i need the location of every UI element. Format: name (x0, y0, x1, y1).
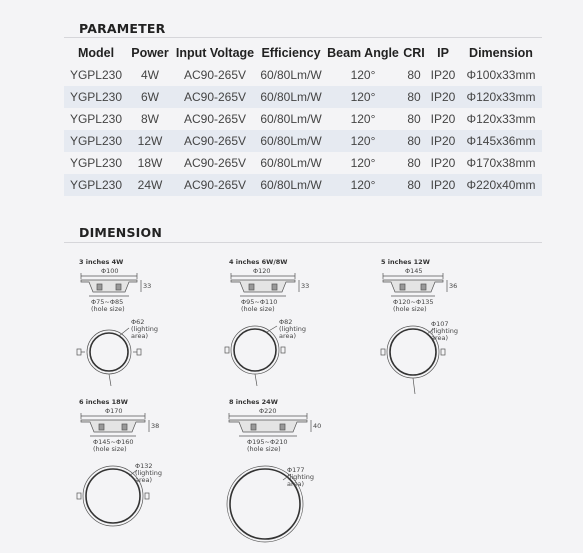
lighting-label-1: (lighting (279, 325, 306, 333)
lamp-drawing (79, 268, 189, 388)
cell-beam-angle: 120° (324, 174, 402, 196)
cell-voltage: AC90-265V (183, 112, 247, 126)
cell-power: 4W (141, 68, 159, 82)
top-diameter-label: Φ100 (101, 267, 119, 275)
cell-cri: 80 (407, 68, 421, 82)
height-label: 36 (449, 282, 458, 290)
cell-ip: IP20 (426, 86, 460, 108)
cell-cri: 80 (402, 86, 426, 108)
cell-power: 24W (128, 174, 172, 196)
cell-beam-angle: 120° (324, 86, 402, 108)
cell-dimension: Φ120x33mm (460, 86, 542, 108)
cell-model: YGPL230 (64, 130, 128, 152)
diagram-caption: 8 inches 24W (229, 398, 278, 406)
cell-cri: 80 (402, 130, 426, 152)
lighting-label-2: area) (279, 332, 297, 340)
cell-cri: 80 (402, 174, 426, 196)
cell-power: 8W (141, 112, 159, 126)
table-row (64, 86, 542, 108)
cell-dimension: Φ120x33mm (466, 112, 536, 126)
cell-ip: IP20 (426, 174, 460, 196)
parameter-table (64, 42, 542, 196)
cell-power: 12W (128, 130, 172, 152)
lighting-label-1: (lighting (131, 325, 158, 333)
cell-power: 18W (137, 156, 163, 170)
hole-size-label: (hole size) (247, 445, 281, 453)
top-diameter-label: Φ170 (105, 407, 123, 415)
hole-size-label: (hole size) (393, 305, 427, 313)
cell-efficiency: 60/80Lm/W (260, 68, 322, 82)
cell-ip: IP20 (430, 68, 456, 82)
cell-voltage: AC90-265V (183, 68, 247, 82)
parameter-divider (64, 37, 542, 38)
cell-beam-angle: 120° (350, 156, 376, 170)
cell-beam-angle: 120° (324, 130, 402, 152)
table-row (64, 108, 542, 130)
parameter-title: PARAMETER (79, 21, 166, 36)
cell-model: YGPL230 (64, 86, 128, 108)
hole-size-label: (hole size) (241, 305, 275, 313)
header-model: Model (77, 46, 115, 60)
height-label: 38 (151, 422, 160, 430)
dimension-title: DIMENSION (79, 225, 163, 240)
top-diameter-label: Φ120 (253, 267, 271, 275)
cell-dimension: Φ100x33mm (466, 68, 536, 82)
hole-size-label: (hole size) (91, 305, 125, 313)
hole-size-value: Φ195~Φ210 (247, 438, 288, 446)
table-row (64, 64, 542, 86)
lighting-label-2: area) (287, 480, 305, 488)
cell-voltage: AC90-265V (172, 130, 258, 152)
hole-size-label: (hole size) (93, 445, 127, 453)
cell-dimension: Φ170x38mm (466, 156, 536, 170)
lighting-diameter: Φ107 (431, 320, 449, 328)
lighting-label-2: area) (131, 332, 149, 340)
diagram-caption: 3 inches 4W (79, 258, 124, 266)
cell-ip: IP20 (430, 156, 456, 170)
hole-size-value: Φ120~Φ135 (393, 298, 434, 306)
cell-voltage: AC90-265V (183, 156, 247, 170)
cell-efficiency: 60/80Lm/W (258, 130, 324, 152)
header-power: Power (131, 46, 169, 60)
height-label: 33 (301, 282, 310, 290)
cell-beam-angle: 120° (350, 112, 376, 126)
cell-efficiency: 60/80Lm/W (258, 86, 324, 108)
diagram-caption: 4 inches 6W/8W (229, 258, 288, 266)
header-cri: CRI (403, 46, 425, 60)
cell-power: 6W (128, 86, 172, 108)
table-row (64, 174, 542, 196)
table-row (64, 130, 542, 152)
cell-model: YGPL230 (69, 68, 123, 82)
cell-efficiency: 60/80Lm/W (260, 156, 322, 170)
lighting-diameter: Φ132 (135, 462, 153, 470)
lighting-label-2: area) (135, 476, 153, 484)
cell-voltage: AC90-265V (172, 174, 258, 196)
top-diameter-label: Φ220 (259, 407, 277, 415)
header-efficiency: Efficiency (261, 46, 321, 60)
cell-voltage: AC90-265V (172, 86, 258, 108)
header-dimension: Dimension (469, 46, 533, 60)
cell-ip: IP20 (426, 130, 460, 152)
lighting-label-2: area) (431, 334, 449, 342)
cell-model: YGPL230 (64, 174, 128, 196)
cell-dimension: Φ145x36mm (460, 130, 542, 152)
cell-cri: 80 (407, 112, 421, 126)
diagram-caption: 5 inches 12W (381, 258, 430, 266)
diagram-caption: 6 inches 18W (79, 398, 128, 406)
header-ip: IP (437, 46, 449, 60)
cell-efficiency: 60/80Lm/W (258, 174, 324, 196)
lamp-drawing (79, 408, 189, 553)
lighting-label-1: (lighting (431, 327, 458, 335)
lamp-drawing (229, 408, 349, 553)
cell-beam-angle: 120° (350, 68, 376, 82)
cell-cri: 80 (407, 156, 421, 170)
cell-dimension: Φ220x40mm (460, 174, 542, 196)
lighting-diameter: Φ82 (279, 318, 293, 326)
dimension-divider (64, 242, 542, 243)
cell-model: YGPL230 (69, 112, 123, 126)
cell-model: YGPL230 (69, 156, 123, 170)
lamp-drawing (229, 268, 339, 388)
cell-ip: IP20 (430, 112, 456, 126)
cell-efficiency: 60/80Lm/W (260, 112, 322, 126)
hole-size-value: Φ95~Φ110 (241, 298, 278, 306)
height-label: 33 (143, 282, 152, 290)
lighting-diameter: Φ177 (287, 466, 305, 474)
hole-size-value: Φ75~Φ85 (91, 298, 124, 306)
lighting-diameter: Φ62 (131, 318, 145, 326)
header-input-voltage: Input Voltage (175, 46, 255, 60)
lamp-drawing (381, 268, 491, 398)
table-row (64, 152, 542, 174)
table-header-row (64, 42, 542, 64)
height-label: 40 (313, 422, 322, 430)
hole-size-value: Φ145~Φ160 (93, 438, 134, 446)
lighting-label-1: (lighting (287, 473, 314, 481)
top-diameter-label: Φ145 (405, 267, 423, 275)
header-beam-angle: Beam Angle (327, 46, 399, 60)
lighting-label-1: (lighting (135, 469, 162, 477)
